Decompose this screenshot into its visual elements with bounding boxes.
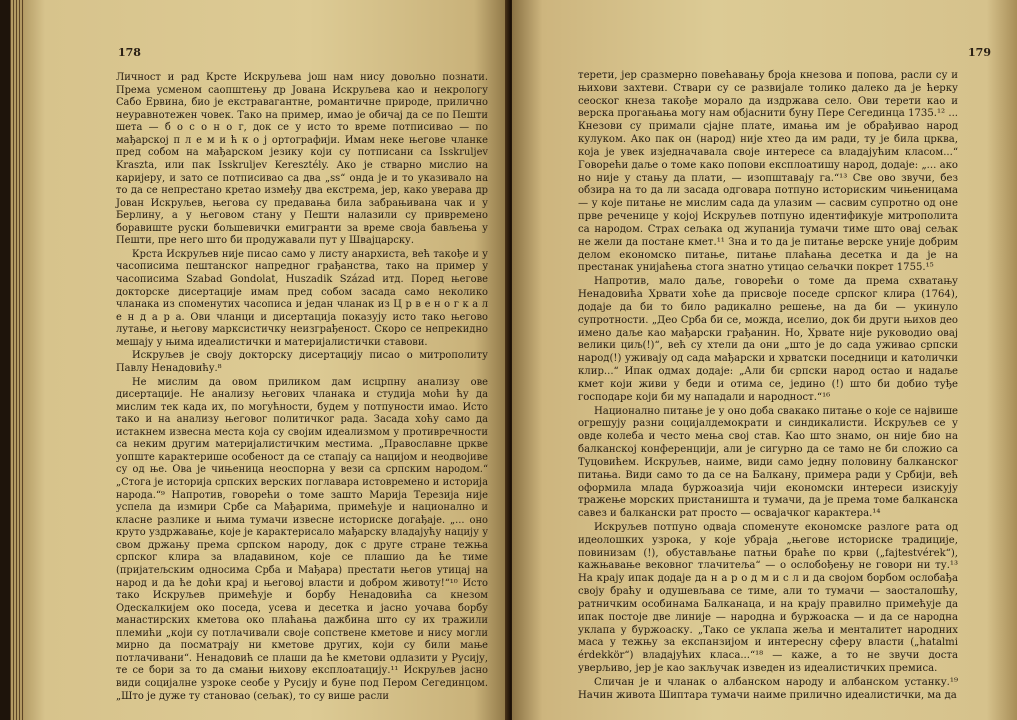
page-body [116, 72, 488, 704]
paragraph: Национално питање је у оно доба свакако питање о које се највише огрешују разни социјалдемократи и синдикалисти. Искруљев се у овде колеба и често мења свој став. Као што знамо, он није био на балканској конференцији, али је сигурно да се тамо не би сложио са Туцовићем. Искруљев, наиме, види само једну половину балканског питања. Види само то да се на Балкану, примера ради у Србији, већ оформила млада буржоазија чији економски интереси изискују тражење морских пристаништа и тумачи, да је према томе балканска савез и балкански рат просто — освајачког карактера.¹⁴ [578, 405, 959, 520]
page-number: 179 [968, 46, 991, 59]
paragraph: Искруљев потпуно одваја споменуте економске разлоге рата од идеолошких узрока, у које убраја „његове историске традиције, повинизам (!), обустављање патњи браће по крви („fajtestvérek“), кажњавање вековног тлачитеља“ — о ослобођењу не говори ни ту.¹³ На крају ипак додаје да н а р о д м и с л и да својом борбом ослобађа своју браћу и одушевљава се тиме, али то тумачи — заосталошћу, ратничким особинама Балканаца, и на крају правилно примећује да ипак постоје две линије — народна и буржоаска — и да се народна уклапа у буржоаску. „Тако се уклапа жеља и менталитет народних маса у тежњу за експанзијом и интересну сферу власти („hatalmi érdekkör“) владајућих класа...“¹⁸ — каже, а то не звучи доста уверљиво, јер је као закључак изведен из идеалистичких премиса. [578, 521, 958, 675]
paragraph: Искруљев је своју докторску дисертацију писао о митрополиту Павлу Ненадовићу.⁸ [116, 350, 488, 374]
paragraph: Сличан је и чланак о албанском народу и албанском устанку.¹⁹ Начин живота Шиптара тумачи наиме прилично идеалистички, ма да [578, 676, 958, 701]
paragraph: Крста Искруљев није писао само у листу анархиста, већ такође и у часописима пештанског напредног грађанства, тако на пример у часописима Szabad Gondolat, Huszadik Század итд. Поред његове докторске дисертације имам пред собом засада само неколико чланака из споменутих часописа и један чланак из Ц р в е н о г к а л е н д а р а. Ови чланци и дисертација показују исто тако његово лутање, и његову марксистичку неизграђеност. Скоро се непрекидно мешају у њима идеалистички и материјалистички ставови. [116, 248, 488, 348]
paragraph: Не мислим да овом приликом дам исцрпну анализу ове дисертације. Не анализу његових чланака и студија моћи ћу да мислим тек када их, по могућности, будем у потпуности имао. Исто тако и на анализу његовог политичког рада. Засада хоћу само да истакнем извесна места која су својим идеализмом у противречности са неким другим материјалистичким местима. „Православне цркве уопште карактерише особеност да се стапају са нацијом и неодвојиве су од ње. Ова је чињеница неоспорна у вези са српским народом.“ „Стога је историја српских верских поглавара истовремено и историја народа.“⁹ Напротив, говорећи о томе зашто Марија Терезија није успела да измири Србе са Мађарима, примећује и национално и класне разлике и њима тумачи извесне историске догађаје. „... оно круто уздржавање, које је карактерисало мађарску владајућу нацију у свом држању према српском народу, док с друге стране тежња српског клира за владавином, које се плашио да ће тиме (пријатељским односима Срба и Мађара) престати његов утицај на народ и да ће доћи крај и његовој власти и добром животу!“¹⁰ Исто тако Искруљев примећује и борбу Ненадовића са кнезом Одескалкијем око поседа, усева и десетка и јасно уочава борбу манастирских кметова око плаћања дажбина што су их тражили племићи „који су потлачивали своје сопствене кметове и нису могли мирно да посматрају ни кметове других, који су били мање потлачивани“. Ненадовић се плаши да ће кметови одлазити у Русију, те се бори за то да смањи њихову експлоатацију.¹¹ Искруљев јасно види социјалне узроке сеобе у Русију и буне под Пером Сегединцом. „Што је дуже ту становао (сељак), то су више расли [116, 376, 488, 702]
page-number: 178 [118, 46, 141, 59]
paragraph: терети, јер сразмерно повећавању броја кнезова и попова, расли су и њихови захтеви. Ствари су се развијале толико далеко да је ћерку сеоског кнеза такође морало да издржава село. Ови терети као и верска прогањања могу нам објаснити буну Пере Сегединца 1735.¹² ... Кнезови су примали сјајне плате, имања им је обрађивао народ кулуком. Ако пак он (народ) није хтео да им ради, ту је била црква, која је увек изједначавала своје интересе са владајућим класом...“ Говорећи даље о томе како попови експлоатишу народ, додаје: „... ако но није у стању да плати, — изопштавају га.“¹³ Све ово звучи, без обзира на то да ли засада одговара потпуно историским чињеницама — у које питање не мислим сада да улазим — сасвим супротно од оне прве реченице у којој Искруљев потпуно идентификује митрополита са народом. Страх сељака од жупанија тумачи тиме што овај сељак не жели да постане кмет.¹¹ Зна и то да је питање верске уније добрим делом економско питање, питање плаћања десетка и да је на престанак унијаћења стога знатно утицао сељачки покрет 1755.¹⁵ [578, 70, 958, 274]
page-body [578, 70, 958, 704]
paragraph: Личност и рад Крсте Искруљева још нам нису довољно познати. Према усменом саопштењу др Јована Искруљева као и некрологу Сабо Ервина, био је екстравагантне, романтичне природе, прилично неуравнотежен човек. Тако на пример, имао је обичај да се по Пешти шета — б о с о н о г, док се у исто то време потписивао — по мађарској п л е м и ћ к о ј ортографији. Имам неке његове чланке пред собом на мађарском језику који су потписани са Isskruljev Kraszta, или пак Isskruljev Keresztély. Ако је стварно мислио на каријеру, и зато се потписивао са два „ss“ онда је и то указивало на то да се непрестано кретао између два екстрема, јер, како уверава др Јован Искруљев, његова су предавања била забрањивана чак и у Берлину, а у његовом стану у Пешти налазили су привремено боравиште руски бољшевички емигранти за време своја бављења у Пешти, пре него што би продужавали пут у Швајцарску. [116, 72, 488, 247]
left-page [10, 0, 509, 720]
right-page [512, 0, 1017, 720]
paragraph: Напротив, мало даље, говорећи о томе да према схватању Ненадовића Хрвати хоће да присвоје поседе српског клира (1764), додаје да би то било радикално решење, на да би — укинуло супротности. „Део Срба би се, можда, иселио, док би други њихов део имено даље као мађарски грађанин. Но, Хрвате није руководио овај велики циљ(!)“, већ су хтели да они „што је до сада уживао српски народ(!) уживају од сада мађарски и хрватски поседници и католички клир...“ Ипак одмах додаје: „Али би српски народ остао и надаље кмет који живи у беди и отима се, једино (!) што би добио туђе господаре који би му нападали и народност.“¹⁶ [578, 276, 958, 403]
page-edges [10, 0, 24, 720]
